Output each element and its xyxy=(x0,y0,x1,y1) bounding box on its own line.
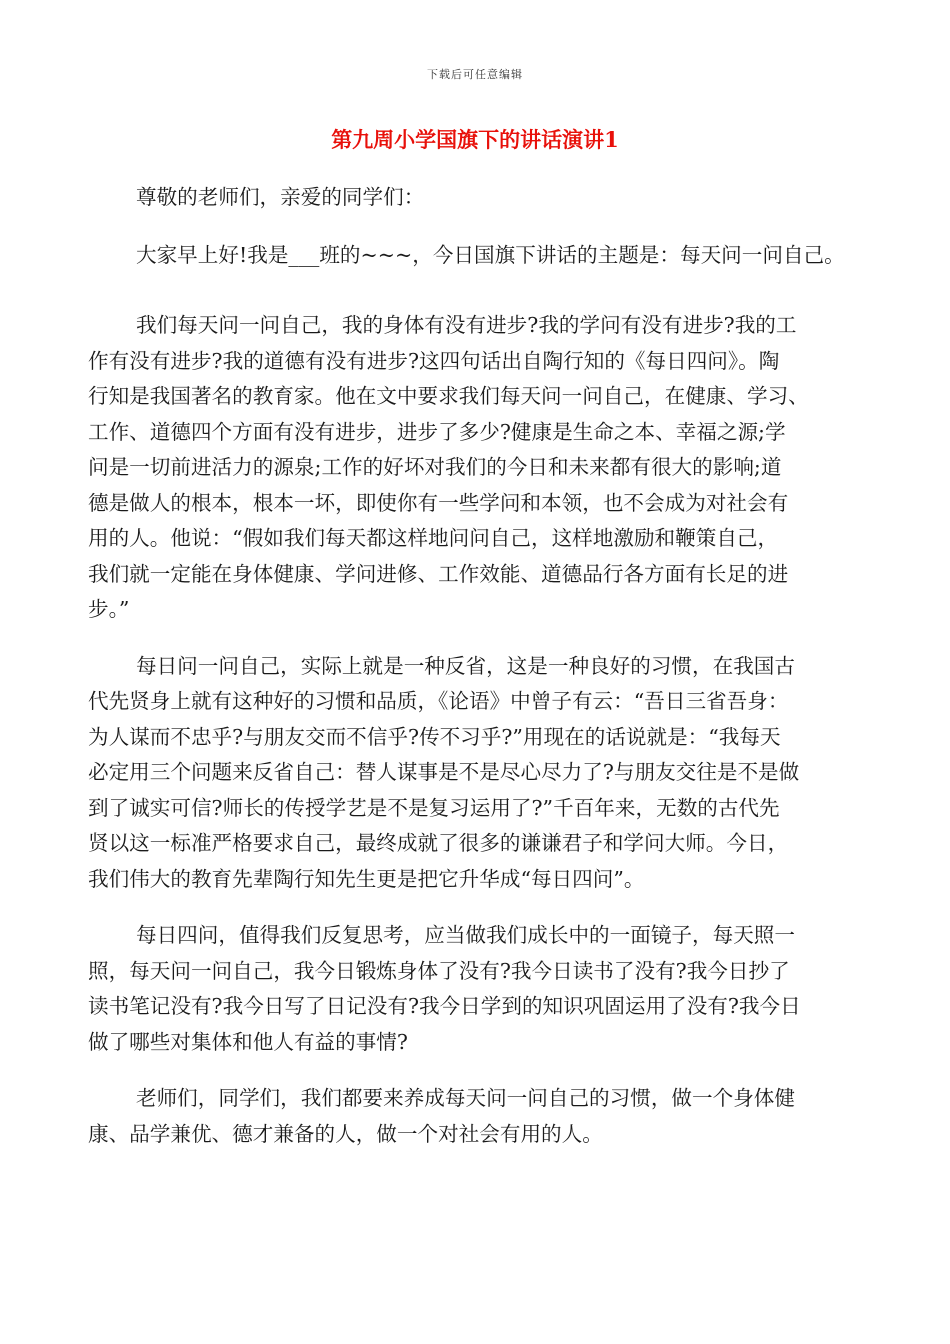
paragraph-line: 为人谋而不忠乎?与朋友交而不信乎?传不习乎?”用现在的话说就是：“我每天 xyxy=(88,724,781,749)
paragraph-line: 尊敬的老师们，亲爱的同学们： xyxy=(136,185,425,209)
paragraph-line: 大家早上好!我是___班的~~~，今日国旗下讲话的主题是：每天问一问自己。 xyxy=(136,242,845,267)
paragraph-line: 行知是我国著名的教育家。他在文中要求我们每天问一问自己，在健康、学习、 xyxy=(88,384,809,408)
paragraph-line: 代先贤身上就有这种好的习惯和品质，《论语》中曾子有云：“吾日三省吾身： xyxy=(88,689,789,713)
paragraph-line: 工作、道德四个方面有没有进步，进步了多少?健康是生命之本、幸福之源;学 xyxy=(88,419,786,444)
paragraph-line: 做了哪些对集体和他人有益的事情? xyxy=(88,1029,408,1054)
paragraph-line: 用的人。他说：“假如我们每天都这样地问问自己，这样地激励和鞭策自己， xyxy=(88,526,779,550)
document-body xyxy=(88,180,858,1152)
paragraph xyxy=(88,649,858,898)
paragraph-line: 读书笔记没有?我今日写了日记没有?我今日学到的知识巩固运用了没有?我今日 xyxy=(88,994,801,1018)
paragraph-line: 德是做人的根本，根本一坏，即使你有一些学问和本领，也不会成为对社会有 xyxy=(88,490,789,515)
paragraph-line: 步。” xyxy=(88,597,130,621)
paragraph-line: 康、品学兼优、德才兼备的人，做一个对社会有用的人。 xyxy=(88,1121,603,1146)
paragraph-line: 作有没有进步?我的道德有没有进步?这四句话出自陶行知的《每日四问》。陶 xyxy=(88,348,780,373)
paragraph-line: 贤以这一标准严格要求自己，最终成就了很多的谦谦君子和学问大师。今日， xyxy=(88,831,789,855)
paragraph-line: 每日四问，值得我们反复思考，应当做我们成长中的一面镜子，每天照一 xyxy=(136,923,795,947)
paragraph xyxy=(88,308,858,628)
paragraph xyxy=(88,180,858,216)
paragraph-line: 照，每天问一问自己，我今日锻炼身体了没有?我今日读书了没有?我今日抄了 xyxy=(88,958,790,983)
paragraph xyxy=(88,238,858,274)
paragraph xyxy=(88,918,858,1060)
paragraph-line: 老师们，同学们，我们都要来养成每天问一问自己的习惯，做一个身体健 xyxy=(136,1086,795,1110)
paragraph xyxy=(88,1081,858,1152)
document-title: 第九周小学国旗下的讲话演讲1 xyxy=(331,127,619,152)
paragraph-line: 到了诚实可信?师长的传授学艺是不是复习运用了?”千百年来，无数的古代先 xyxy=(88,795,780,820)
paragraph-line: 我们每天问一问自己，我的身体有没有进步?我的学问有没有进步?我的工 xyxy=(136,313,797,337)
paragraph-line: 必定用三个问题来反省自己：替人谋事是不是尽心尽力了?与朋友交往是不是做 xyxy=(88,760,800,784)
paragraph-line: 我们就一定能在身体健康、学问进修、工作效能、道德品行各方面有长足的进 xyxy=(88,561,789,586)
paragraph-line: 我们伟大的教育先辈陶行知先生更是把它升华成“每日四问”。 xyxy=(88,866,645,891)
header-note: 下载后可任意编辑 xyxy=(427,68,523,81)
paragraph-line: 每日问一问自己，实际上就是一种反省，这是一种良好的习惯，在我国古 xyxy=(136,653,795,678)
paragraph-line: 问是一切前进活力的源泉;工作的好坏对我们的今日和未来都有很大的影响;道 xyxy=(88,455,782,479)
